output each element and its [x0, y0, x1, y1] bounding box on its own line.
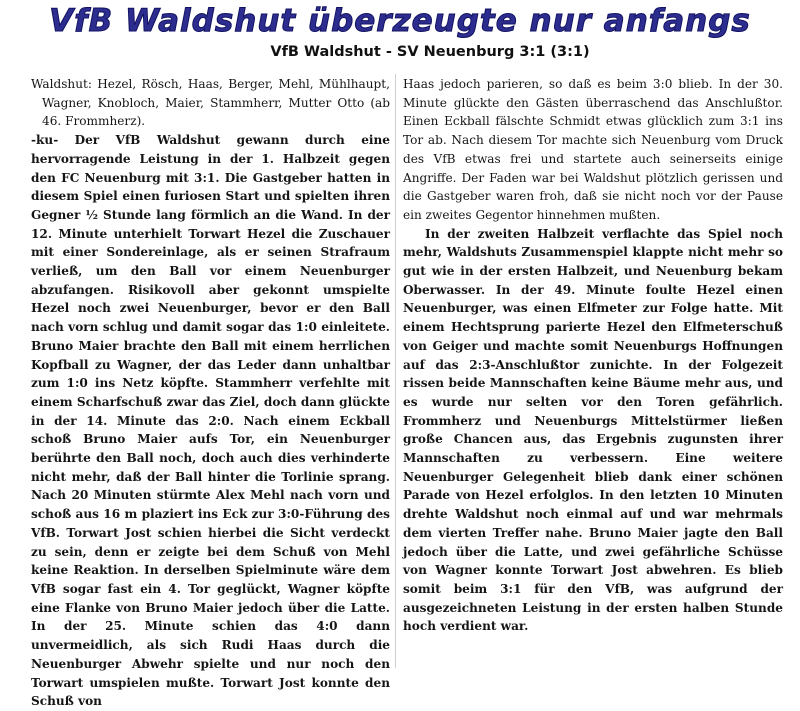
article-paragraph-first-half: -ku- Der VfB Waldshut gewann durch eine hervorragende Leistung in der 1. Halbzeit gegen den FC Neuenburg mit 3:1. Die Gastgeber hatten in diesem Spiel einen furiosen Start und spielten ihren Gegner ½ Stunde lang förmlich an die Wand. In der 12. Minute unterhielt Torwart Hezel die Zuschauer mit einer Sondereinlage, als er seinen Strafraum verließ, um den Ball vor einem Neuenburger abzufangen. Risikovoll aber gekonnt umspielte Hezel noch zwei Neuenburger, bevor er den Ball nach vorn schlug und damit sogar das 1:0 einleitete. Bruno Maier brachte den Ball mit einem herrlichen Kopfball zu Wagner, der das Leder dann unhaltbar zum 1:0 ins Netz köpfte. Stammherr verfehlte mit einem Scharfschuß zwar das Ziel, doch dann glückte in der 14. Minute das 2:0. Nach einem Eckball schoß Bruno Maier aufs Tor, ein Neuenburger berührte den Ball noch, doch auch dies verhinderte nicht mehr, daß der Ball hinter die Torlinie sprang. Nach 20 Minuten stürmte Alex Mehl nach vorn und schoß aus 16 m plaziert ins Eck zur 3:0-Führung des VfB. Torwart Jost schien hierbei die Sicht verdeckt zu sein, denn er zeigte bei dem Schuß von Mehl keine Reaktion. In derselben Spielminute wäre dem VfB sogar fast ein 4. Tor geglückt, Wagner köpfte eine Flanke von Bruno Maier jedoch über die Latte. In der 25. Minute schien das 4:0 dann unvermeidlich, als sich Rudi Haas durch die Neuenburger Abwehr spielte und nur noch den Torwart umspielen mußte. Torwart Jost konnte den Schuß von	[31, 133, 390, 709]
team-lineup: Waldshut: Hezel, Rösch, Haas, Berger, Mehl, Mühlhaupt, Wagner, Knobloch, Maier, Stammherr, Mutter Otto (ab 46. Frommherz).	[31, 77, 390, 129]
article-paragraph-second-half: In der zweiten Halbzeit verflachte das Spiel noch mehr, Waldshuts Zusammenspiel klappte nicht mehr so gut wie in der ersten Halbzeit, und Neuenburg bekam Oberwasser. In der 49. Minute foulte Hezel einen Neuenburger, was einen Elfmeter zur Folge hatte. Mit einem Hechtsprung parierte Hezel den Elfmeterschuß von Geiger und machte somit Neuenburgs Hoffnungen auf das 2:3-Anschlußtor zunichte. In der Folgezeit rissen beide Mannschaften keine Bäume mehr aus, und es wurde nur selten vor den Toren gefährlich. Frommherz und Neuenburgs Mittelstürmer ließen große Chancen aus, das Ergebnis zugunsten ihrer Mannschaften zu verbessern. Eine weitere Neuenburger Gelegenheit blieb dank einer schönen Parade von Hezel erfolglos. In den letzten 10 Minuten drehte Waldshut noch einmal auf und war mehrmals dem vierten Treffer nahe. Bruno Maier jagte den Ball jedoch über die Latte, und zwei gefährliche Schüsse von Wagner konnte Torwart Jost abwehren. Es blieb somit beim 3:1 für den VfB, was aufgrund der ausgezeichneten Leistung in der ersten halben Stunde hoch verdient war.	[403, 226, 783, 634]
match-result-subheadline: VfB Waldshut - SV Neuenburg 3:1 (3:1)	[270, 44, 590, 60]
article-column-left	[31, 75, 390, 709]
article-column-right	[403, 75, 783, 675]
article-paragraph-continued: Haas jedoch parieren, so daß es beim 3:0 blieb. In der 30. Minute glückte den Gästen überraschend das Anschlußtor. Einen Eckball fälschte Schmidt etwas glücklich zum 3:1 ins Tor ab. Nach diesem Tor machte sich Neuenburg vom Druck des VfB etwas frei und startete auch seinerseits einige Angriffe. Der Faden war bei Waldshut plötzlich gerissen und die Gastgeber waren froh, daß sie nicht noch vor der Pause ein zweites Gegentor hinnehmen mußten.	[403, 77, 783, 222]
column-divider	[395, 74, 396, 668]
article-headline: VfB Waldshut überzeugte nur anfangs	[49, 3, 751, 39]
